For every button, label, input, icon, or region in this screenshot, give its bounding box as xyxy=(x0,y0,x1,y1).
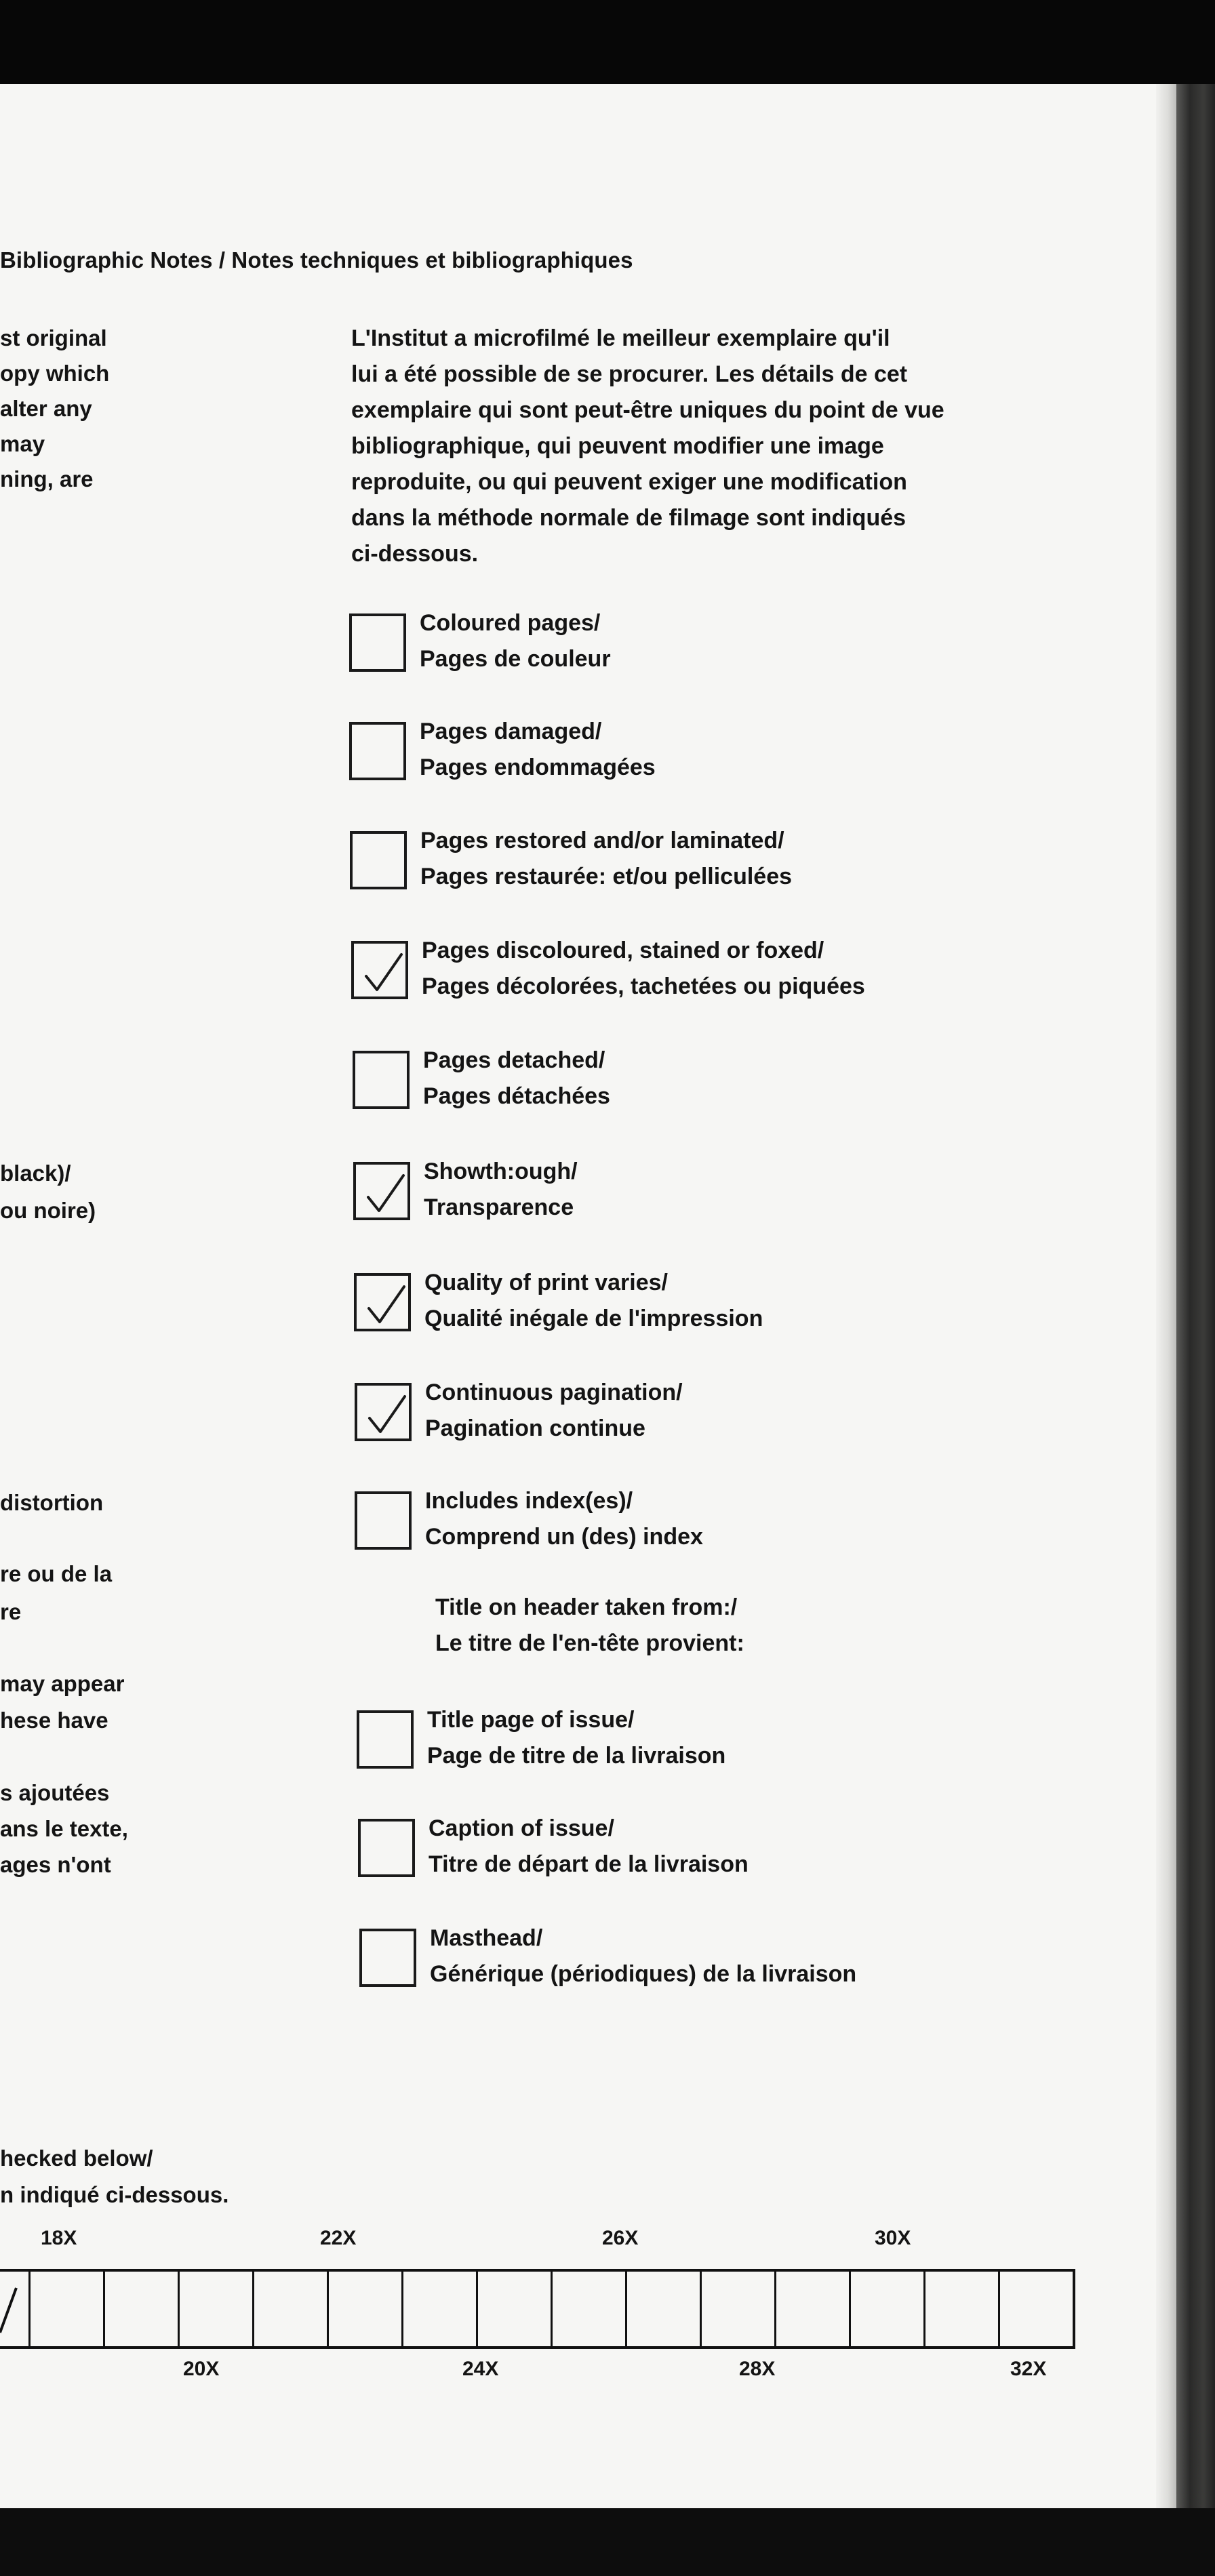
left-fragment: n indiqué ci-dessous. xyxy=(0,2182,229,2207)
scale-label-30x: 30X xyxy=(875,2227,911,2249)
option-coloured-pages xyxy=(349,610,611,677)
left-fragment: re ou de la xyxy=(0,1561,113,1586)
option-label-en: Title page of issue/ xyxy=(427,1707,635,1733)
option-label-fr: Qualité inégale de l'impression xyxy=(424,1306,763,1331)
scan-top-border xyxy=(0,0,1215,84)
intro-line: dans la méthode normale de filmage sont indiqués xyxy=(351,505,907,531)
scale-cell[interactable] xyxy=(180,2272,254,2346)
intro-line: bibliographique, qui peuvent modifier une image xyxy=(351,433,884,459)
option-label-fr: Pages de couleur xyxy=(420,646,611,672)
option-label-en: Continuous pagination/ xyxy=(425,1380,683,1405)
scale-cell[interactable] xyxy=(329,2272,403,2346)
scale-label-28x: 28X xyxy=(739,2358,776,2380)
left-fragment: alter any xyxy=(0,396,92,421)
book-binding xyxy=(1176,84,1215,2508)
scale-cell[interactable] xyxy=(1000,2272,1073,2346)
left-fragment: re xyxy=(0,1599,22,1624)
option-label-en: Masthead/ xyxy=(430,1925,543,1951)
scale-cell[interactable] xyxy=(702,2272,776,2346)
option-continuous-pagination xyxy=(355,1380,683,1447)
checkbox[interactable] xyxy=(358,1819,415,1877)
intro-line: L'Institut a microfilmé le meilleur exemplaire qu'il xyxy=(351,325,890,351)
checkbox[interactable] xyxy=(349,613,406,672)
option-includes-index xyxy=(355,1488,703,1555)
checkbox[interactable] xyxy=(355,1491,412,1550)
checkmark-icon xyxy=(364,1170,407,1216)
page-edge-shadow xyxy=(1156,84,1176,2508)
left-fragment: opy which xyxy=(0,361,110,386)
scale-cell[interactable] xyxy=(553,2272,627,2346)
option-label-fr: Transparence xyxy=(424,1194,574,1220)
left-fragment: ages n'ont xyxy=(0,1852,111,1877)
scale-label-24x: 24X xyxy=(462,2358,499,2380)
left-fragment: hese have xyxy=(0,1708,108,1733)
checkbox[interactable] xyxy=(351,941,408,999)
option-pages-damaged xyxy=(349,719,656,786)
scale-cell[interactable] xyxy=(627,2272,702,2346)
left-fragment: ning, are xyxy=(0,466,94,491)
scale-cell[interactable] xyxy=(31,2272,105,2346)
scale-label-32x: 32X xyxy=(1010,2358,1047,2380)
option-label-en: Pages restored and/or laminated/ xyxy=(420,828,784,853)
reduction-scale-grid xyxy=(0,2269,1075,2349)
option-label-en: Includes index(es)/ xyxy=(425,1488,633,1514)
option-label-en: Pages discoloured, stained or foxed/ xyxy=(422,938,824,963)
left-fragment: black)/ xyxy=(0,1161,71,1186)
option-masthead xyxy=(359,1925,857,1992)
option-label-fr: Pages décolorées, tachetées ou piquées xyxy=(422,973,865,999)
option-label-en: Pages detached/ xyxy=(423,1047,605,1073)
left-fragment: may appear xyxy=(0,1671,125,1696)
header-source-en: Title on header taken from:/ xyxy=(435,1594,738,1620)
intro-paragraph xyxy=(351,321,1029,572)
checkbox[interactable] xyxy=(353,1051,410,1109)
scale-cell[interactable] xyxy=(105,2272,180,2346)
intro-line: ci-dessous. xyxy=(351,541,479,567)
scale-cell[interactable] xyxy=(0,2272,31,2346)
option-label-fr: Comprend un (des) index xyxy=(425,1524,703,1550)
header-source-fr: Le titre de l'en-tête provient: xyxy=(435,1630,744,1656)
option-label-fr: Pagination continue xyxy=(425,1415,645,1441)
checkmark-icon xyxy=(365,1281,408,1327)
left-fragment: may xyxy=(0,431,45,456)
option-label-en: Showth:ough/ xyxy=(424,1159,578,1184)
left-fragment: distortion xyxy=(0,1490,104,1515)
option-label-en: Quality of print varies/ xyxy=(424,1270,668,1295)
left-fragment: ans le texte, xyxy=(0,1816,128,1841)
checkmark-icon xyxy=(365,1391,409,1437)
option-pages-discoloured xyxy=(351,938,865,1005)
scale-cell[interactable] xyxy=(925,2272,1000,2346)
checkbox[interactable] xyxy=(350,831,407,889)
option-title-page xyxy=(357,1707,726,1774)
left-fragment: st original xyxy=(0,325,107,350)
option-print-quality xyxy=(354,1270,763,1337)
option-label-fr: Pages détachées xyxy=(423,1083,610,1109)
option-label-en: Caption of issue/ xyxy=(429,1815,614,1841)
scan-bottom-border xyxy=(0,2508,1215,2576)
page-title: Bibliographic Notes / Notes techniques et bibliographiques xyxy=(0,247,633,273)
intro-line: exemplaire qui sont peut-être uniques du point de vue xyxy=(351,397,944,423)
scale-cell[interactable] xyxy=(851,2272,925,2346)
scale-cell[interactable] xyxy=(776,2272,851,2346)
left-fragment: s ajoutées xyxy=(0,1780,110,1805)
header-source-note xyxy=(435,1590,744,1662)
left-fragment: ou noire) xyxy=(0,1198,96,1223)
option-label-en: Pages damaged/ xyxy=(420,719,602,744)
checkbox[interactable] xyxy=(349,722,406,780)
scale-cell[interactable] xyxy=(478,2272,553,2346)
option-label-en: Coloured pages/ xyxy=(420,610,601,636)
scale-label-22x: 22X xyxy=(320,2227,357,2249)
option-label-fr: Titre de départ de la livraison xyxy=(429,1851,749,1877)
checkmark-icon xyxy=(362,949,405,995)
checkmark-icon xyxy=(0,2284,23,2338)
intro-line: lui a été possible de se procurer. Les détails de cet xyxy=(351,361,908,387)
option-label-fr: Page de titre de la livraison xyxy=(427,1743,726,1769)
checkbox[interactable] xyxy=(353,1162,410,1220)
option-label-fr: Générique (périodiques) de la livraison xyxy=(430,1961,857,1987)
option-caption-of-issue xyxy=(358,1815,749,1883)
checkbox[interactable] xyxy=(359,1929,416,1987)
intro-line: reproduite, ou qui peuvent exiger une modification xyxy=(351,469,907,495)
scale-label-18x: 18X xyxy=(41,2227,77,2249)
checkbox[interactable] xyxy=(354,1273,411,1331)
scale-label-26x: 26X xyxy=(602,2227,639,2249)
left-fragment: hecked below/ xyxy=(0,2146,153,2171)
option-pages-detached xyxy=(353,1047,610,1114)
option-label-fr: Pages restaurée: et/ou pelliculées xyxy=(420,864,793,889)
checkbox[interactable] xyxy=(355,1383,412,1441)
option-showthrough xyxy=(353,1159,578,1226)
scale-cell[interactable] xyxy=(403,2272,478,2346)
option-pages-restored xyxy=(350,828,793,895)
checkbox[interactable] xyxy=(357,1710,414,1769)
option-label-fr: Pages endommagées xyxy=(420,754,656,780)
scale-label-20x: 20X xyxy=(183,2358,220,2380)
scale-cell[interactable] xyxy=(254,2272,329,2346)
